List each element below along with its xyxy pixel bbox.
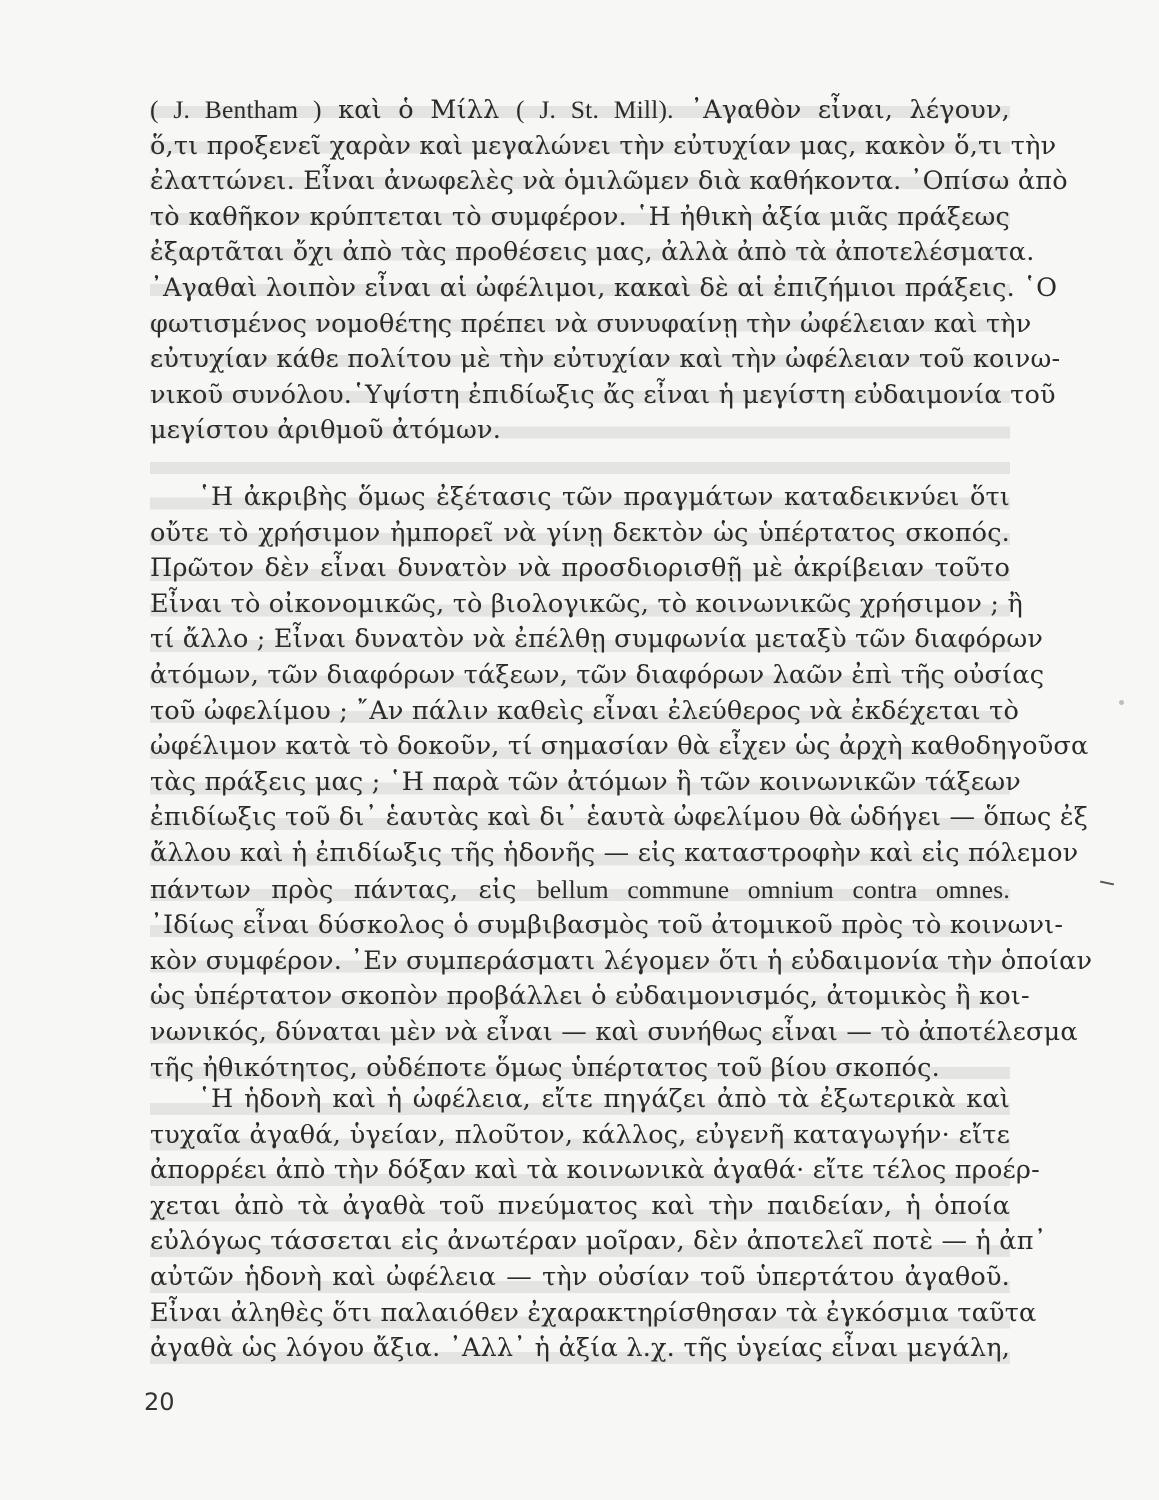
text-line: Εἶναι τὸ οἰκονομικῶς, τὸ βιολογικῶς, τὸ κοινωνικῶς χρήσιμον ; ἢ	[150, 588, 1023, 619]
text-line: πάντων πρὸς πάντας, εἰς bellum commune omnium contra omnes.	[150, 874, 1010, 905]
page-number: 20	[144, 1388, 175, 1416]
text-line: νικοῦ συνόλου.῾Υψίστη ἐπιδίωξις ἄς εἶναι ἡ μεγίστη εὐδαιμονία τοῦ	[150, 379, 1056, 410]
text-line: ὠφέλιμον κατὰ τὸ δοκοῦν, τί σημασίαν θὰ εἶχεν ὡς ἀρχὴ καθοδηγοῦσα	[150, 731, 1089, 762]
margin-mark	[1100, 881, 1114, 886]
paragraph-1	[150, 92, 1068, 449]
paper-speck	[1119, 700, 1124, 705]
text-line: ἐπιδίωξις τοῦ δι᾿ ἑαυτὰς καὶ δι᾿ ἑαυτὰ ὠφελίμου θὰ ὡδήγει — ὅπως ἐξ	[150, 802, 1088, 833]
text-line: ἐλαττώνει. Εἶναι ἀνωφελὲς νὰ ὁμιλῶμεν διὰ καθήκοντα. ᾿Οπίσω ἀπὸ	[150, 166, 1068, 197]
text-line: κὸν συμφέρον. ᾿Εν συμπεράσματι λέγομεν ὅτι ἡ εὐδαιμονία τὴν ὁποίαν	[150, 945, 1093, 976]
text-line: ἀπορρέει ἀπὸ τὴν δόξαν καὶ τὰ κοινωνικὰ ἀγαθά· εἴτε τέλος προέρ-	[150, 1155, 1040, 1186]
paragraph-3	[150, 1082, 1047, 1367]
text-line: μεγίστου ἀριθμοῦ ἀτόμων.	[150, 415, 502, 446]
text-line: χεται ἀπὸ τὰ ἀγαθὰ τοῦ πνεύματος καὶ τὴν παιδείαν, ἡ ὁποία	[150, 1190, 1010, 1221]
text-line: ᾿Ιδίως εἶναι δύσκολος ὁ συμβιβασμὸς τοῦ ἀτομικοῦ πρὸς τὸ κοινωνι-	[150, 910, 1064, 941]
text-line: ( J. Bentham ) καὶ ὁ Μίλλ ( J. St. Mill). ᾿Αγαθὸν εἶναι, λέγουν,	[150, 95, 1010, 125]
text-line: οὔτε τὸ χρήσιμον ἠμπορεῖ νὰ γίνῃ δεκτὸν ὡς ὑπέρτατος σκοπός.	[150, 517, 1010, 548]
text-line: φωτισμένος νομοθέτης πρέπει νὰ συνυφαίνῃ τὴν ὠφέλειαν καὶ τὴν	[150, 308, 1032, 339]
text-line: ὡς ὑπέρτατον σκοπὸν προβάλλει ὁ εὐδαιμονισμός, ἀτομικὸς ἢ κοι-	[150, 981, 1030, 1012]
text-line: τυχαῖα ἀγαθά, ὑγείαν, πλοῦτον, κάλλος, εὐγενῆ καταγωγήν· εἴτε	[150, 1119, 1010, 1150]
text-line: τί ἄλλο ; Εἶναι δυνατὸν νὰ ἐπέλθῃ συμφωνία μεταξὺ τῶν διαφόρων	[150, 624, 1044, 655]
text-line: εὐτυχίαν κάθε πολίτου μὲ τὴν εὐτυχίαν καὶ τὴν ὠφέλειαν τοῦ κοινω-	[150, 344, 1061, 375]
text-line: ἀτόμων, τῶν διαφόρων τάξεων, τῶν διαφόρων λαῶν ἐπὶ τῆς οὐσίας	[150, 659, 1045, 690]
text-line: ῾Η ἀκριβὴς ὅμως ἐξέτασις τῶν πραγμάτων καταδεικνύει ὅτι	[198, 482, 1010, 512]
text-line: ἀγαθὰ ὡς λόγου ἄξια. ᾿Αλλ᾿ ἡ ἀξία λ.χ. τῆς ὑγείας εἶναι μεγάλη,	[150, 1333, 1010, 1364]
paragraph-2	[150, 480, 1093, 1086]
text-line: εὐλόγως τάσσεται εἰς ἀνωτέραν μοῖραν, δὲν ἀποτελεῖ ποτὲ — ἡ ἀπ᾿	[150, 1226, 1047, 1257]
text-line: ᾿Αγαθαὶ λοιπὸν εἶναι αἱ ὠφέλιμοι, κακαὶ δὲ αἱ ἐπιζήμιοι πράξεις. ῾Ο	[150, 272, 1058, 303]
text-line: τῆς ἠθικότητος, οὐδέποτε ὅμως ὑπέρτατος τοῦ βίου σκοπός.	[150, 1052, 940, 1083]
text-line: νωνικός, δύναται μὲν νὰ εἶναι — καὶ συνήθως εἶναι — τὸ ἀποτέλεσμα	[150, 1016, 1078, 1047]
text-line: ὅ,τι προξενεῖ χαρὰν καὶ μεγαλώνει τὴν εὐτυχίαν μας, κακὸν ὅ,τι τὴν	[150, 130, 1057, 161]
text-line: τὸ καθῆκον κρύπτεται τὸ συμφέρον. ῾Η ἠθικὴ ἀξία μιᾶς πράξεως	[150, 201, 1010, 232]
text-line: τὰς πράξεις μας ; ῾Η παρὰ τῶν ἀτόμων ἢ τῶν κοινωνικῶν τάξεων	[150, 766, 1021, 797]
text-line: αὐτῶν ἡδονὴ καὶ ὠφέλεια — τὴν οὐσίαν τοῦ ὑπερτάτου ἀγαθοῦ.	[150, 1261, 1010, 1292]
text-line: Εἶναι ἀληθὲς ὅτι παλαιόθεν ἐχαρακτηρίσθησαν τὰ ἐγκόσμια ταῦτα	[150, 1297, 1037, 1328]
text-line: ῾Η ἡδονὴ καὶ ἡ ὠφέλεια, εἴτε πηγάζει ἀπὸ τὰ ἐξωτερικὰ καὶ	[198, 1084, 1010, 1114]
text-line: Πρῶτον δὲν εἶναι δυνατὸν νὰ προσδιορισθῇ μὲ ἀκρίβειαν τοῦτο	[150, 553, 1010, 584]
text-line: ἄλλου καὶ ἡ ἐπιδίωξις τῆς ἡδονῆς — εἰς καταστροφὴν καὶ εἰς πόλεμον	[150, 837, 1079, 868]
text-line: ἐξαρτᾶται ὄχι ἀπὸ τὰς προθέσεις μας, ἀλλὰ ἀπὸ τὰ ἀποτελέσματα.	[150, 237, 1035, 268]
text-line: τοῦ ὠφελίμου ; ῎Αν πάλιν καθεὶς εἶναι ἐλεύθερος νὰ ἐκδέχεται τὸ	[150, 695, 1019, 726]
